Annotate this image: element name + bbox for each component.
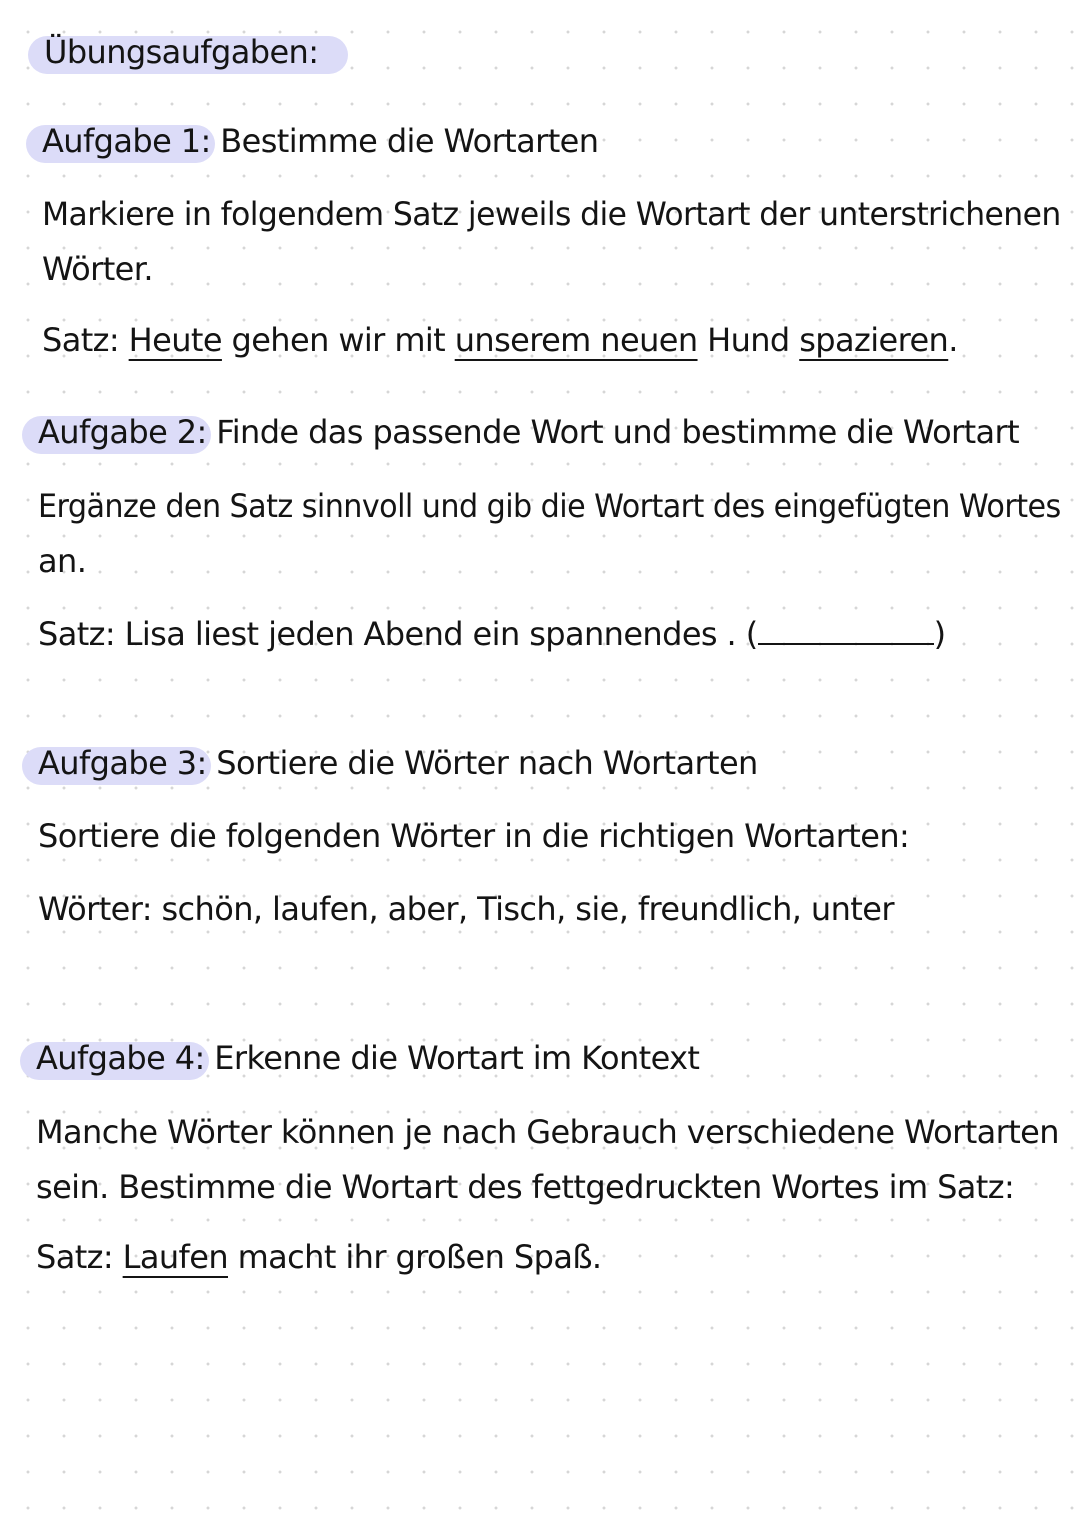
sentence-text: Lisa liest jeden Abend ein spannendes . [124,615,737,653]
sentence-label: Satz: [36,1238,114,1276]
task-4-sentence [36,1237,601,1277]
bracket-open: ( [745,615,758,653]
task-2-instruction-line-1: Ergänze den Satz sinnvoll und gib die Wortart des eingefügten Wortes [38,487,1061,525]
task-2-title: Finde das passende Wort und bestimme die Wortart [216,413,1020,451]
sentence-text: macht ihr großen Spaß. [237,1238,602,1276]
task-4-title: Erkenne die Wortart im Kontext [214,1039,700,1077]
underlined-word-unserem-neuen: unserem neuen [454,321,698,359]
underlined-word-spazieren: spazieren [799,321,949,359]
task-3-instruction-line-1: Sortiere die folgenden Wörter in die richtigen Wortarten: [38,817,910,855]
task-2-instruction-line-2: an. [38,542,87,580]
bracket-close: ) [933,615,946,653]
underlined-word-laufen: Laufen [122,1238,228,1276]
task-3-heading [38,743,758,783]
sentence-label: Satz: [42,321,120,359]
task-3-words: Wörter: schön, laufen, aber, Tisch, sie, freundlich, unter [38,890,894,928]
task-1-instruction-line-2: Wörter. [42,250,153,288]
sentence-text: gehen wir mit [231,321,446,359]
underlined-word-heute: Heute [128,321,222,359]
task-2-heading [38,412,1019,452]
task-4-label: Aufgabe 4: [36,1039,205,1077]
task-2-sentence [38,614,946,654]
task-1-title: Bestimme die Wortarten [220,122,599,160]
task-1-instruction-line-1: Markiere in folgendem Satz jeweils die Wortart der unterstrichenen [42,195,1061,233]
sentence-label: Satz: [38,615,116,653]
task-4-instruction-line-1: Manche Wörter können je nach Gebrauch verschiedene Wortarten [36,1113,1059,1151]
task-2-label: Aufgabe 2: [38,413,207,451]
task-3-title: Sortiere die Wörter nach Wortarten [216,744,758,782]
task-1-heading [42,121,598,161]
task-4-heading [36,1038,699,1078]
task-1-sentence [42,320,958,360]
task-3-label: Aufgabe 3: [38,744,207,782]
sentence-end: . [948,321,958,359]
page-title: Übungsaufgaben: [44,33,319,71]
sentence-text: Hund [707,321,790,359]
task-1-label: Aufgabe 1: [42,122,211,160]
task-4-instruction-line-2: sein. Bestimme die Wortart des fettgedruckten Wortes im Satz: [36,1168,1015,1206]
answer-blank[interactable] [758,617,934,645]
